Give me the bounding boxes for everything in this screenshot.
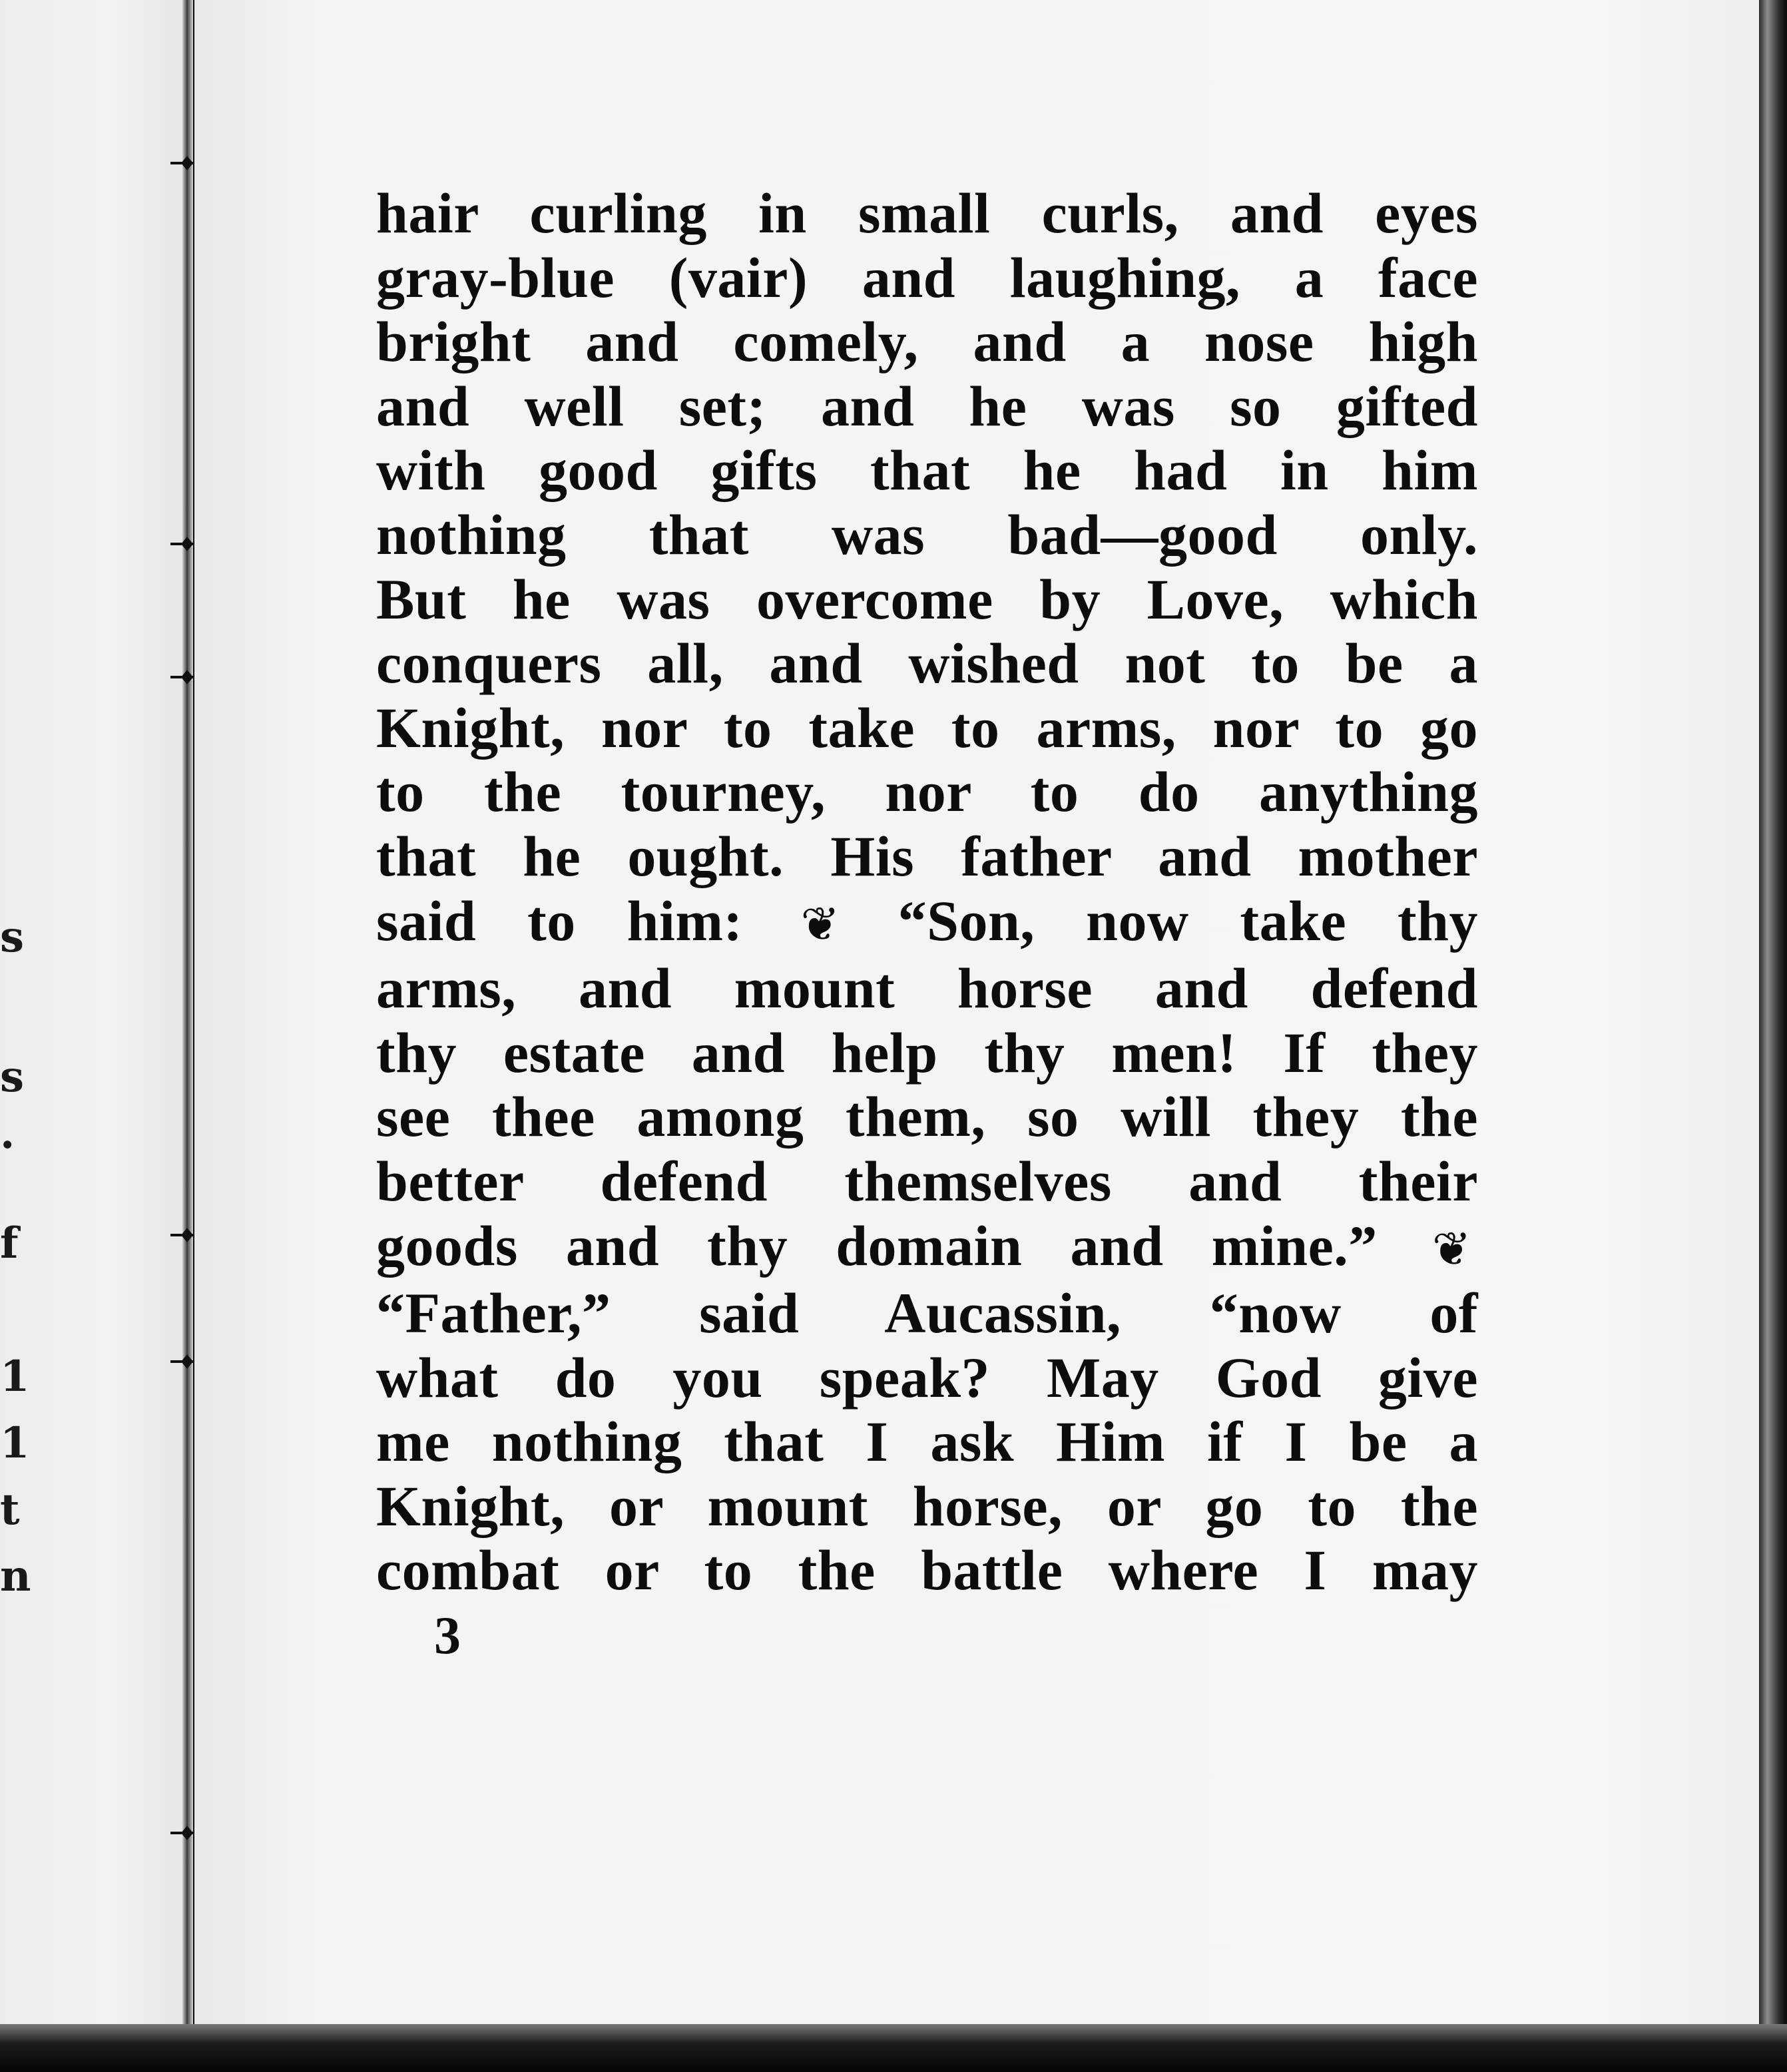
left-page-glyph: 1 xyxy=(0,1418,30,1468)
text-line: combat or to the battle where I may xyxy=(376,1538,1478,1603)
page-number: 3 xyxy=(434,1607,461,1665)
fleuron-icon: ❦ xyxy=(800,896,840,951)
text-line: that he ought. His father and mother xyxy=(376,824,1478,888)
book-gutter xyxy=(182,0,193,2037)
text-line: nothing that was bad—good only. xyxy=(376,502,1478,567)
text-line: and well set; and he was so gifted xyxy=(376,374,1478,438)
left-page-glyph: t xyxy=(0,1485,20,1535)
text-line: conquers all, and wished not to be a xyxy=(376,631,1478,696)
fleuron-icon: ❦ xyxy=(1431,1221,1471,1276)
text-line: gray-blue (vair) and laughing, a face xyxy=(376,245,1478,310)
text-line: bright and comely, and a nose high xyxy=(376,310,1478,374)
text-line: see thee among them, so will they the xyxy=(376,1085,1478,1149)
text-line: with good gifts that he had in him xyxy=(376,438,1478,503)
text-line: “Father,” said Aucassin, “now of xyxy=(376,1281,1478,1346)
text-line: arms, and mount horse and defend xyxy=(376,956,1478,1021)
left-facing-page xyxy=(0,0,188,2037)
left-page-glyph: 1 xyxy=(0,1352,30,1402)
text-line: better defend themselves and their xyxy=(376,1149,1478,1213)
left-page-glyph: n xyxy=(0,1551,31,1601)
text-line: thy estate and help thy men! If they xyxy=(376,1020,1478,1085)
text-line-with-ornament xyxy=(376,889,1478,957)
text-line: But he was overcome by Love, which xyxy=(376,567,1478,631)
text-segment: “Son, now take thy xyxy=(897,888,1479,953)
text-line-with-ornament xyxy=(376,1214,1478,1282)
text-segment: said to him: xyxy=(376,888,743,953)
text-line: to the tourney, nor to do anything xyxy=(376,760,1478,824)
text-line: Knight, nor to take to arms, nor to go xyxy=(376,695,1478,760)
text-line: Knight, or mount horse, or go to the xyxy=(376,1473,1478,1538)
text-line: what do you speak? May God give xyxy=(376,1345,1478,1410)
text-line: me nothing that I ask Him if I be a xyxy=(376,1410,1478,1474)
left-page-glyph: . xyxy=(0,1109,15,1159)
page-edge-right xyxy=(1759,0,1787,2072)
page-body-text xyxy=(376,181,1478,1603)
left-page-glyph: s xyxy=(0,1052,25,1102)
left-page-glyph: f xyxy=(0,1218,19,1268)
text-segment: goods and thy domain and mine.” xyxy=(376,1213,1378,1278)
text-line: hair curling in small curls, and eyes xyxy=(376,181,1478,245)
page-edge-bottom xyxy=(0,2024,1787,2072)
left-page-glyph: s xyxy=(0,912,25,962)
